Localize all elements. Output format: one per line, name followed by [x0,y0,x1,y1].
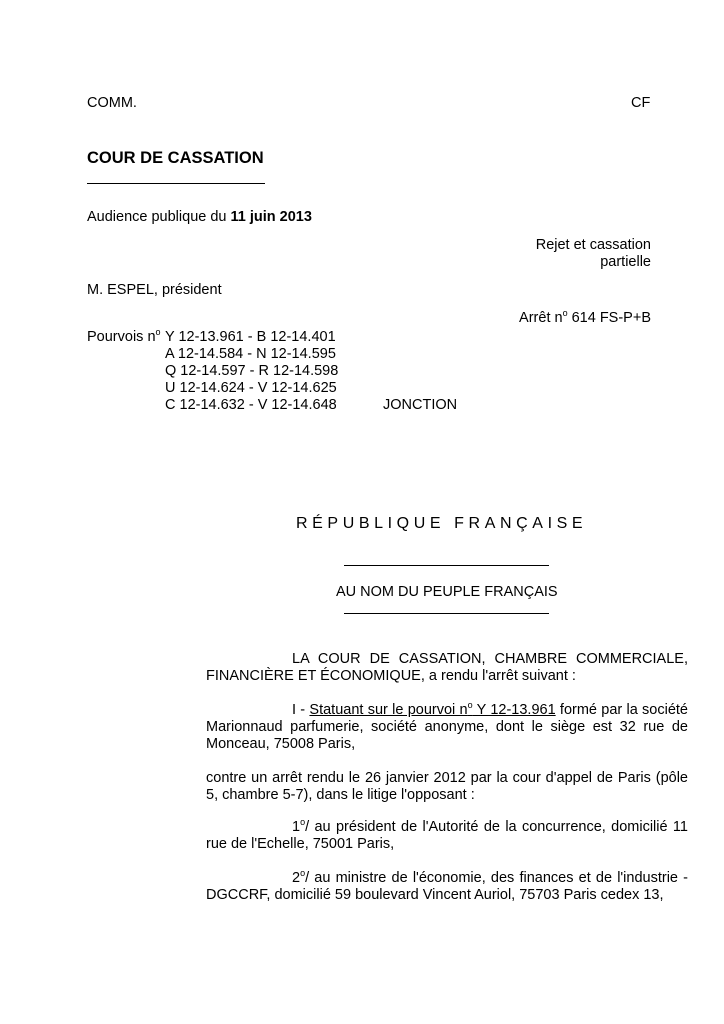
pourvoi-i-heading: Statuant sur le pourvoi $n^o$ Y 12-13.961 [309,700,556,718]
pourvois-label-sup: o [155,327,161,337]
clerk-initials: CF [631,95,651,111]
arret-value: 614 FS-P+B [567,310,651,326]
pourvoi-line-1: Y 12-13.961 - B 12-14.401 [165,329,336,345]
paragraph-contre: contre un arrêt rendu le 26 janvier 2012 par la cour d'appel de Paris (pôle 5, chambre 5-7), dans le litige l'opposant : [206,770,688,803]
paragraph-party-1: 1$^o$/ au président de l'Autorité de la concurrence, domicilié 11 rue de l'Echelle, 75001 Paris, [206,817,688,852]
republic-rule-top [344,565,549,566]
pourvoi-line-3: Q 12-14.597 - R 12-14.598 [165,363,339,379]
court-name-rule [87,183,265,184]
paragraph-pourvoi-i [206,702,688,753]
intro-line-2: FINANCIÈRE ET ÉCONOMIQUE, a rendu l'arrêt suivant : [206,668,576,684]
jonction-label: JONCTION [383,397,458,413]
decision-line-1: Rejet et cassation [535,237,651,253]
pourvoi-i-prefix: I - [292,702,310,718]
republic-title: RÉPUBLIQUE FRANÇAISE [296,515,588,532]
paragraph-party-2: 2$^o$/ au ministre de l'économie, des finances et de l'industrie - DGCCRF, domicilié 59 boulevard Vincent Auriol, 75703 Paris cedex 13, [206,868,688,903]
audience-prefix: Audience publique du [87,209,231,225]
arret-sup: o [562,308,568,318]
intro-line-1: LA COUR DE CASSATION, CHAMBRE COMMERCIALE, [292,651,688,667]
chamber-code: COMM. [87,95,137,111]
audience-line [87,209,312,226]
decision-line-2: partielle [600,254,651,270]
pourvois-label-prefix: Pourvois n [87,329,156,345]
pourvoi-line-2: A 12-14.584 - N 12-14.595 [165,346,336,362]
arret-number [519,310,651,327]
republic-rule-bottom [344,613,549,614]
pourvois-label [87,329,161,346]
pourvoi-i-text: formé par la société Marionnaud parfumerie, société anonyme, dont le siège est 32 rue de Monceau, 75008 Paris, [206,702,688,752]
court-name: COUR DE CASSATION [87,149,264,167]
paragraph-court-intro [206,651,688,685]
arret-prefix: Arrêt n [519,310,563,326]
audience-date: 11 juin 2013 [230,209,312,225]
president: M. ESPEL, président [87,282,222,298]
pourvoi-line-5: C 12-14.632 - V 12-14.648 [165,397,337,413]
republic-subtitle: AU NOM DU PEUPLE FRANÇAIS [336,584,558,600]
pourvoi-line-4: U 12-14.624 - V 12-14.625 [165,380,337,396]
